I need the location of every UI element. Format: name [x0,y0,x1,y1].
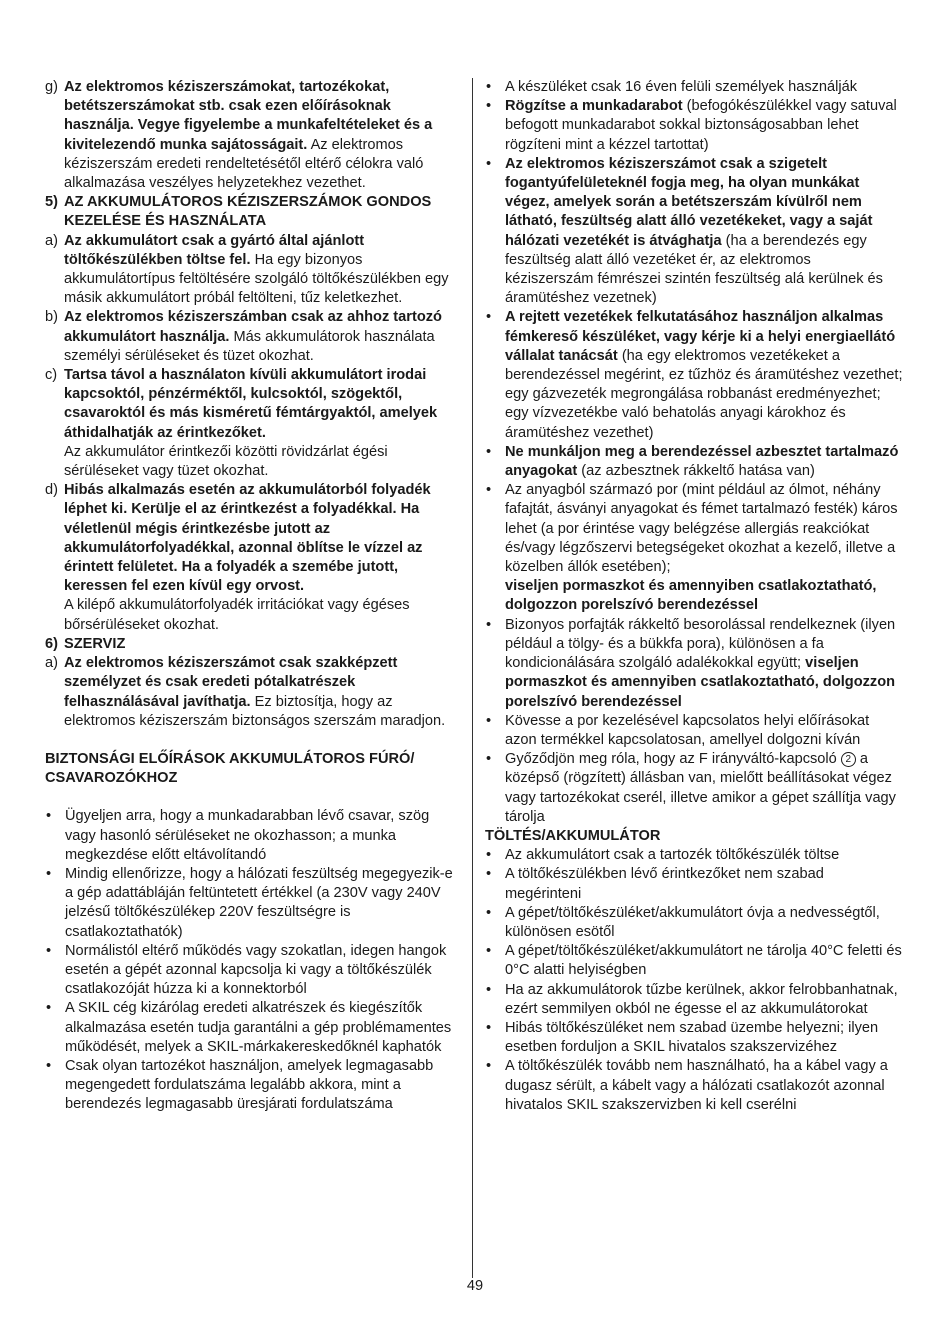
list-item [485,155,903,309]
rule-bold-text: Az akkumulátort csak a gyártó által ajánlott töltőkészülékben töltse fel. [64,232,365,268]
bullet-icon: • [46,1057,52,1074]
list-item-text: Normálistól eltérő működés vagy szokatlan, idegen hangok esetén a gépét azonnal kapcsolja ki vagy a töltőkészülék csatlakozóját húzza ki a konnektorból [65,942,447,998]
rule-bold-text: Az elektromos kéziszerszámot csak szakképzett személyzet és csak eredeti pótalkatrészek felhasználásával javíthatja. [64,655,398,710]
list-item [485,616,903,712]
list-item-text: Kövesse a por kezelésével kapcsolatos helyi előírásokat azon termékkel kapcsolatosan, amellyel dolgozni kíván [505,712,870,748]
list-item-text: A gépet/töltőkészüléket/akkumulátort ne tárolja 40°C feletti és 0°C alatti helyiségben [505,943,902,979]
page-number: 49 [466,1278,484,1294]
rule-bold-text: Tartsa távol a használaton kívüli akkumulátort irodai kapcsoktól, pénzérméktől, kulcsoktól, szögektől, csavaroktól és más kisméretű fémtárgyaktól, amelyek áthidalhatják az érintkezőket. [64,367,438,441]
rule-marker: a) [45,232,58,249]
list-item-text: A SKIL cég kizárólag eredeti alkatrészek és kiegészítők alkalmazása esetén tudja garantálni a gép problémamentes működését, melyek a SKIL-márkakereskedőknél kaphatók [65,1000,452,1055]
rule-text: Az elektromos kéziszerszám eredeti rendeltetésétől eltérő célokra való alkalmazása veszélyes helyzetekhez vezethet. [64,136,424,192]
list-item-text: Győződjön meg róla, hogy az F irányváltó-kapcsoló [505,751,841,768]
list-item-bold-text: A rejtett vezetékek felkutatásához használjon alkalmas fémkereső készüléket, vagy kérje ki a helyi energiaellátó vállalat tanácsát [505,309,896,364]
rule-marker: c) [45,367,58,384]
bullet-icon: • [486,482,492,499]
section-title: AZ AKKUMULÁTOROS KÉZISZERSZÁMOK GONDOS KEZELÉSE ÉS HASZNÁLATA [64,194,432,230]
section-title: SZERVIZ [64,635,126,652]
list-item-text: A gépet/töltőkészüléket/akkumulátort óvja a nedvességtől, különösen esötől [505,904,880,940]
rule-marker: b) [45,309,58,326]
list-item-text: (ha egy elektromos vezetékeket a berendezéssel megérint, ez tűzhöz és áramütéshez vezethet; egy gázvezeték megrongálása robbanást eredményezhet; egy vízvezetékbe való behatolás anyagi károkhoz és áramütéshez vezethet) [505,347,903,441]
list-item [485,1057,903,1115]
list-item-text: (az azbesztnek rákkeltő hatása van) [577,463,815,480]
list-item-text: Ügyeljen arra, hogy a munkadarabban lévő csavar, szög vagy hasonló sérüléseket ne okozhasson; a munka megkezdése előtt eltávolítandó [65,808,430,863]
charging-section-title: TÖLTÉS/AKKUMULÁTOR [485,827,661,844]
list-item-text: Mindig ellenőrizze, hogy a hálózati feszültség megegyezik-e a gép adattábláján feltüntetett értékkel (a 230V vagy 240V jelzésű töltőkészülékep 220V feszültségre is csatlakoztathatók) [65,865,453,940]
bullet-icon: • [486,981,492,998]
bullet-icon: • [486,943,492,960]
safety-bullet-list [45,807,463,1114]
bullet-icon: • [486,866,492,883]
rule-g [45,78,463,193]
list-item-text: (ha a berendezés egy feszültség alatt álló vezetéket ér, az elektromos kéziszerszám fémrészei szintén feszültség alá kerülnek és áramütéshez vezetnek) [505,232,883,307]
left-column [45,78,463,1115]
list-item [45,999,463,1057]
list-item [485,846,903,865]
bullet-icon: • [486,155,492,172]
list-item-text: A töltőkészülékben lévő érintkezőket nem szabad megérinteni [505,866,824,902]
list-item [485,308,903,442]
list-item [485,942,903,980]
bullet-icon: • [486,98,492,115]
list-item-bold-text: Az elektromos kéziszerszámot csak a szigetelt fogantyúfelületeknél fogja meg, ha olyan munkákat végez, amelyek során a betétszerszám kívülről nem látható, feszültség alatt álló vezetékeket, vagy a saját hálózati vezetékét is átvághatja [505,155,873,249]
list-item-text: A készüléket csak 16 éven felüli személyek használják [505,79,858,95]
bullet-icon: • [486,751,492,768]
section-number: 5) [45,194,58,211]
section-5-heading [45,193,463,231]
rule-marker: d) [45,482,58,499]
bullet-icon: • [46,1000,52,1017]
bullet-icon: • [46,865,52,882]
rule-6a [45,654,463,731]
circled-number-2-icon: 2 [841,752,856,767]
list-item [485,78,903,97]
rule-5b [45,308,463,366]
list-item-bold-text: Rögzítse a munkadarabot [505,98,683,115]
rule-text: Az akkumulátor érintkezői közötti rövidzárlat égési sérüléseket vagy tüzet okozhat. [64,443,388,480]
list-item [485,904,903,942]
safety-section-title: BIZTONSÁGI ELŐÍRÁSOK AKKUMULÁTOROS FÚRÓ/ CSAVAROZÓKHOZ [45,750,415,787]
rule-marker: a) [45,655,58,672]
list-item-text: Az akkumulátort csak a tartozék töltőkészülék töltse [505,847,840,864]
list-item-text: a középső (rögzített) állásban van, mielőtt beállításokat végez vagy tartozékokat cserél, illetve amikor a gépet szállítja vagy tárolja [505,751,896,825]
rule-text: A kilépő akkumulátorfolyadék irritációkat vagy égéses bőrsérüléseket okozhat. [64,597,410,633]
list-item-text: A töltőkészülék tovább nem használható, ha a kábel vagy a dugasz sérült, a kábelt vagy a hálózati csatlakozót azonnal hivatalos SKIL szakszervizben ki kell cserélni [505,1058,888,1113]
bullet-icon: • [486,712,492,729]
charging-bullet-list [485,846,903,1115]
list-item-text: (befogókészülékkel vagy satuval befogott munkadarabot sokkal biztonságosabban lehet rögzíteni mint a kézzel tartottat) [505,98,897,153]
list-item [485,481,903,615]
list-item-text: Hibás töltőkészüléket nem szabad üzembe helyezni; ilyen esetben forduljon a SKIL hivatalos szakszervizéhez [505,1019,879,1056]
bullet-icon: • [46,808,52,825]
list-item [485,712,903,750]
list-item [45,865,463,942]
bullet-icon: • [486,1019,492,1036]
rule-text: Ez biztosítja, hogy az elektromos kéziszerszám biztonságos szerszám maradjon. [64,693,446,729]
bullet-icon: • [486,904,492,921]
column-divider [472,78,473,1278]
list-item [45,1057,463,1115]
rule-bold-text: Az elektromos kéziszerszámban csak az ahhoz tartozó akkumulátort használja. [64,309,442,345]
bullet-icon: • [486,616,492,633]
bullet-icon: • [486,443,492,460]
bullet-icon: • [486,1058,492,1075]
rule-bold-text: Hibás alkalmazás esetén az akkumulátorból folyadék léphet ki. Kerülje el az érintkezést a folyadékkal. Ha véletlenül mégis érintkezésbe jutott az akkumulátorfolyadékkal, azonnal öblítse le vízzel az érintett felületet. Ha a folyadék a szemébe jutott, keressen fel ezen kívül egy orvost. [64,482,431,595]
list-item-text: Bizonyos porfajták rákkeltő besorolással rendelkeznek (ilyen például a tölgy- és a bükkfa pora), különösen a fa kondicionálására szolgáló adalékokkal együtt; [505,616,896,672]
list-item-bold-text: viseljen pormaszkot és amennyiben csatlakoztatható, dolgozzon porelszívó berendezéssel [505,655,896,710]
bullet-icon: • [486,847,492,864]
list-item [485,97,903,155]
rule-text: Ha egy bizonyos akkumulátortípus feltöltésére szolgáló töltőkészülékben egy másik akkumulátort próbál feltölteni, tűz keletkezhet. [64,251,449,307]
bullet-icon: • [486,309,492,326]
right-column [485,78,903,1115]
rule-marker: g) [45,79,58,95]
list-item-bold-text: Ne munkáljon meg a berendezéssel azbesztet tartalmazó anyagokat [505,443,899,480]
bullet-icon: • [486,79,492,95]
list-item [485,750,903,827]
list-item [45,807,463,865]
rule-bold-text: Az elektromos kéziszerszámokat, tartozékokat, betétszerszámokat stb. csak ezen előírásoknak használja. Vegye figyelembe a munkafeltételeket és a kivitelezendő munka sajátosságait. [64,79,433,153]
list-item-text: Az anyagból származó por (mint például az ólmot, néhány fafajtát, ásványi anyagokat és fémet tartalmazó festék) káros lehet (a por érintése vagy belégzése allergiás reakciókat és/vagy légzőszervi betegségeket okozhat a kezelő, illetve a közelben állók esetében); [505,482,898,576]
rule-5d [45,481,463,635]
rule-5c [45,366,463,481]
list-item-text: Ha az akkumulátorok tűzbe kerülnek, akkor felrobbanhatnak, ezért semmilyen okból ne égesse el az akkumulátorokat [505,981,898,1017]
list-item [485,443,903,481]
bullet-icon: • [46,942,52,959]
section-6-heading [45,635,463,654]
section-number: 6) [45,635,58,652]
list-item [45,942,463,1000]
rule-5a [45,232,463,309]
list-item-text: Csak olyan tartozékot használjon, amelyek legmagasabb megengedett fordulatszáma legalább akkora, mint a berendezés legmagasabb üresjárati fordulatszáma [65,1057,434,1113]
list-item [485,981,903,1019]
list-item [485,865,903,903]
rule-text: Más akkumulátorok használata személyi sérüléseket és tüzet okozhat. [64,328,435,364]
list-item-bold-text: viseljen pormaszkot és amennyiben csatlakoztatható, dolgozzon porelszívó berendezéssel [505,578,877,614]
list-item [485,1019,903,1057]
